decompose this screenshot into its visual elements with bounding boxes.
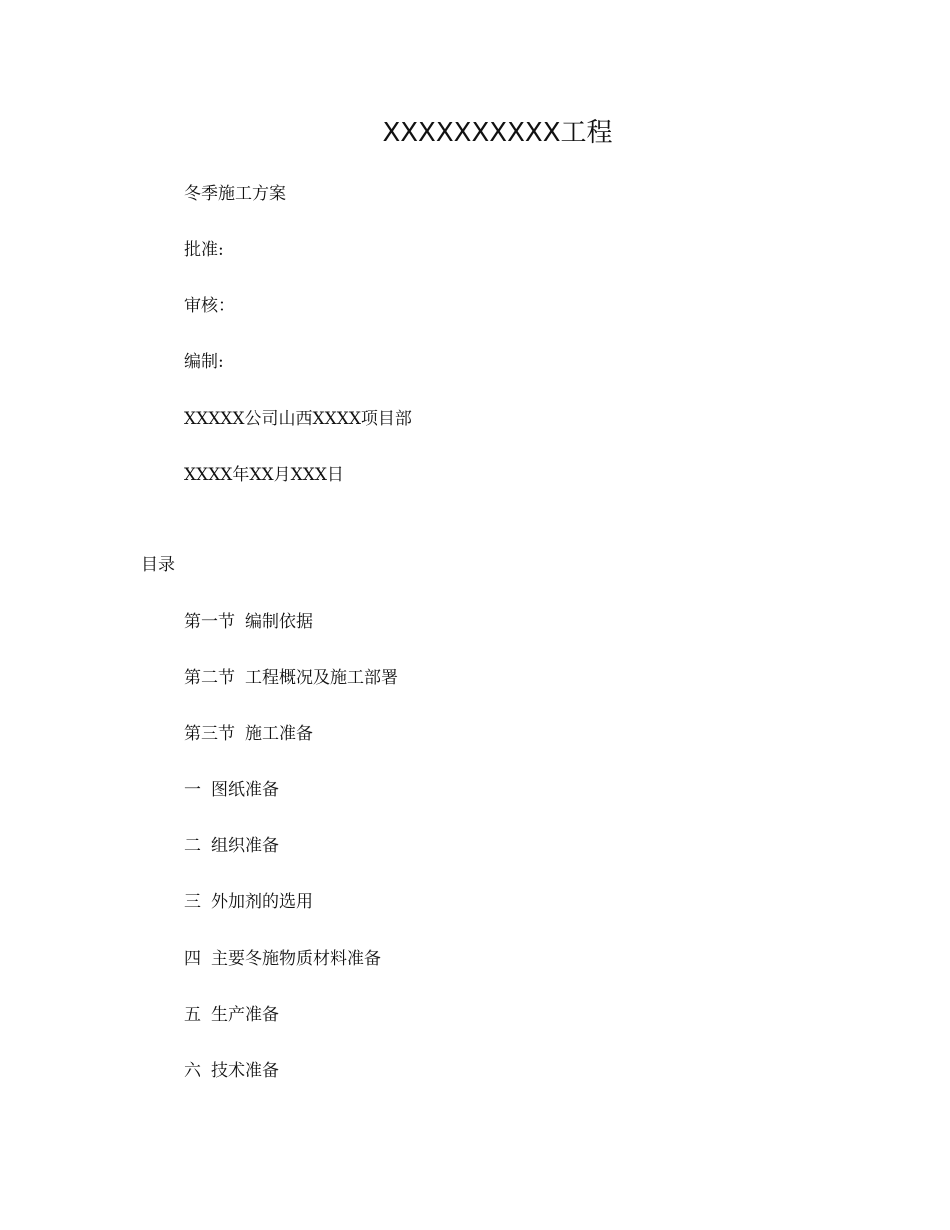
toc-item — [184, 890, 313, 914]
toc-item — [184, 722, 313, 746]
review-label: 审核： — [184, 296, 235, 316]
toc-item-number: 一 — [184, 780, 201, 800]
toc-item-number: 六 — [184, 1061, 201, 1081]
toc-item-number: 五 — [184, 1005, 201, 1025]
organization-name: XXXXX公司山西XXXX项目部 — [184, 409, 412, 429]
toc-item — [184, 666, 398, 690]
toc-item-text: 图纸准备 — [211, 780, 279, 800]
toc-heading: 目录 — [141, 555, 175, 575]
toc-item-text: 主要冬施物质材料准备 — [211, 949, 381, 969]
toc-item — [184, 778, 279, 802]
toc-item-text: 工程概况及施工部署 — [245, 668, 398, 688]
toc-item — [184, 947, 381, 971]
toc-item-number: 三 — [184, 892, 201, 912]
toc-item-text: 外加剂的选用 — [211, 892, 313, 912]
toc-item-text: 生产准备 — [211, 1005, 279, 1025]
compile-label: 编制: — [184, 352, 224, 372]
toc-item — [184, 834, 279, 858]
toc-item-text: 施工准备 — [245, 724, 313, 744]
toc-item — [184, 1059, 279, 1083]
toc-item — [184, 1003, 279, 1027]
toc-item — [184, 610, 313, 634]
toc-item-text: 技术准备 — [211, 1061, 279, 1081]
toc-item-number: 二 — [184, 836, 201, 856]
document-date: XXXX年XX月XXX日 — [184, 465, 344, 485]
cover-subtitle: 冬季施工方案 — [184, 184, 286, 204]
approve-label: 批准: — [184, 240, 224, 260]
toc-item-number: 第三节 — [184, 724, 235, 744]
document-title: XXXXXXXXXX工程 — [382, 118, 613, 148]
toc-item-number: 四 — [184, 949, 201, 969]
toc-item-number: 第一节 — [184, 612, 235, 632]
toc-item-number: 第二节 — [184, 668, 235, 688]
toc-item-text: 组织准备 — [211, 836, 279, 856]
toc-item-text: 编制依据 — [245, 612, 313, 632]
